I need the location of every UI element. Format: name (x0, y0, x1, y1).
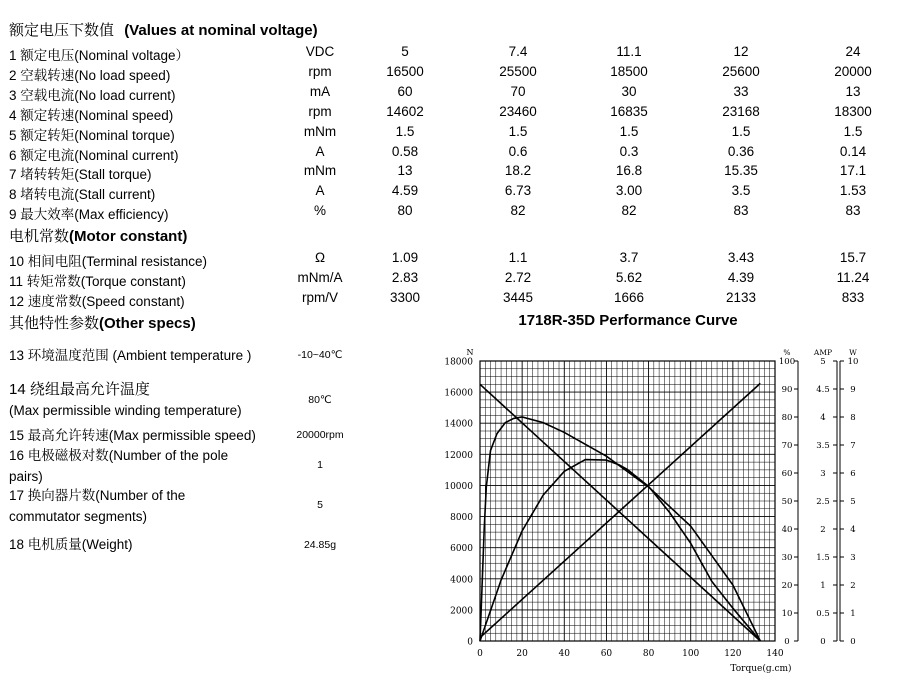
speed-curve (480, 384, 760, 641)
row-label: 4 额定转速(Nominal speed) (9, 107, 174, 123)
spec-pole-pairs-line1: 16 电极磁极对数(Number of the pole (9, 448, 229, 463)
efficiency-axis-label: % (783, 348, 791, 357)
row-value: 1.09 (391, 250, 419, 265)
spec-value-winding-temperature: 80℃ (308, 394, 332, 406)
row-unit: mNm/A (297, 270, 343, 285)
table-row (0, 183, 908, 203)
current-tick-label: 4.5 (816, 385, 830, 396)
section-title-zh: 额定电压下数值 (9, 22, 115, 39)
efficiency-tick-label: 10 (781, 609, 793, 620)
row-value: 25500 (499, 63, 537, 79)
row-value: 1.5 (395, 123, 415, 139)
row-value: 83 (733, 203, 749, 219)
table-row (0, 84, 908, 104)
power-tick-label: 2 (850, 581, 856, 592)
row-value: 1.5 (508, 123, 528, 139)
section-title-en: (Motor constant) (69, 228, 188, 245)
row-value: 83 (845, 203, 861, 219)
row-label: 3 空载电流(No load current) (9, 87, 176, 103)
row-value: 1.5 (619, 123, 639, 139)
row-value: 3.43 (727, 250, 755, 265)
row-label: 12 速度常数(Speed constant) (9, 294, 185, 309)
spec-value-max-speed: 20000rpm (296, 429, 344, 441)
row-value: 13 (397, 163, 413, 179)
power-tick-label: 3 (850, 553, 856, 564)
table-row (0, 290, 908, 310)
y-tick-label-speed: 2000 (450, 606, 473, 617)
power-tick-label: 1 (850, 609, 856, 620)
row-value: 20000 (834, 63, 872, 79)
current-tick-label: 2 (820, 525, 826, 536)
row-value: 12 (733, 44, 749, 59)
y-tick-label-speed: 14000 (444, 419, 473, 430)
y-tick-label-speed: 16000 (444, 388, 473, 399)
current-tick-label: 0 (820, 637, 826, 648)
row-value: 5 (401, 44, 409, 59)
row-label: 7 堵转转矩(Stall torque) (9, 167, 152, 183)
power-tick-label: 9 (850, 385, 856, 396)
section-header-motor-constant (9, 225, 187, 246)
row-label: 2 空载转速(No load speed) (9, 67, 171, 83)
row-value: 2.83 (391, 270, 419, 285)
row-unit: A (315, 183, 325, 199)
table-row (0, 250, 908, 270)
section-title-en: (Other specs) (99, 315, 196, 332)
power-tick-label: 10 (847, 357, 859, 368)
row-unit: rpm/V (301, 290, 338, 305)
row-value: 1.5 (731, 123, 751, 139)
row-value: 25600 (722, 63, 760, 79)
row-label: 8 堵转电流(Stall current) (9, 187, 156, 203)
table-row (0, 104, 908, 124)
row-value: 11.24 (836, 270, 870, 285)
row-value: 2133 (725, 290, 757, 305)
current-tick-label: 1.5 (816, 553, 830, 564)
spec-winding-temperature-en: (Max permissible winding temperature) (9, 403, 242, 418)
row-value: 3.00 (615, 183, 643, 199)
x-tick-label: 60 (600, 649, 613, 659)
efficiency-tick-label: 30 (781, 553, 793, 564)
spec-winding-temperature-zh: 14 绕组最高允许温度 (9, 381, 150, 398)
row-value: 0.3 (619, 143, 639, 159)
table-row (0, 270, 908, 290)
section-title-en: (Values at nominal voltage) (124, 22, 318, 39)
table-row (0, 144, 908, 164)
row-value: 3300 (389, 290, 421, 305)
row-value: 0.58 (391, 143, 419, 159)
table-row (0, 44, 908, 64)
current-tick-label: 0.5 (816, 609, 830, 620)
row-value: 1.53 (839, 183, 867, 199)
row-value: 3445 (502, 290, 534, 305)
row-value: 5.62 (615, 270, 643, 285)
y-tick-label-speed: 4000 (450, 575, 473, 586)
row-value: 0.6 (508, 143, 528, 159)
x-tick-label: 20 (516, 649, 528, 659)
row-value: 70 (510, 83, 526, 99)
row-unit: rpm (308, 103, 332, 119)
table-row (0, 64, 908, 84)
row-value: 4.59 (391, 183, 419, 199)
row-value: 11.1 (616, 44, 642, 59)
efficiency-tick-label: 40 (781, 525, 793, 536)
current-tick-label: 3.5 (816, 441, 830, 452)
row-unit: mNm (303, 123, 337, 139)
row-value: 60 (397, 83, 413, 99)
row-value: 14602 (386, 103, 424, 119)
row-unit: rpm (308, 63, 332, 79)
spec-max-speed: 15 最高允许转速(Max permissible speed) (9, 428, 256, 443)
current-tick-label: 2.5 (816, 497, 830, 508)
x-axis-label: Torque(g.cm) (730, 664, 792, 674)
x-tick-label: 120 (724, 649, 742, 659)
section-title-zh: 电机常数 (9, 228, 70, 245)
table-row (0, 163, 908, 183)
current-tick-label: 4 (820, 413, 826, 424)
y-tick-label-speed: 0 (467, 637, 473, 648)
row-value: 18500 (610, 63, 648, 79)
power-tick-label: 7 (850, 441, 856, 452)
x-tick-label: 140 (766, 649, 784, 659)
spec-weight: 18 电机质量(Weight) (9, 537, 133, 552)
y-tick-label-speed: 8000 (450, 513, 473, 524)
row-value: 15.35 (724, 163, 758, 179)
efficiency-tick-label: 80 (781, 413, 793, 424)
spec-ambient-temperature: 13 环境温度范围 (Ambient temperature ) (9, 348, 252, 363)
current-tick-label: 1 (820, 581, 826, 592)
power-tick-label: 0 (850, 637, 856, 648)
current-tick-label: 3 (820, 469, 826, 480)
row-label: 11 转矩常数(Torque constant) (9, 274, 186, 289)
row-value: 1.5 (843, 123, 863, 139)
row-value: 18.2 (504, 163, 532, 179)
row-unit: Ω (314, 250, 326, 265)
row-value: 4.39 (727, 270, 755, 285)
axis-label-speed: N (466, 348, 474, 357)
section-title-zh: 其他特性参数 (9, 315, 100, 332)
efficiency-tick-label: 0 (784, 637, 790, 648)
spec-value-ambient-temperature: -10~40℃ (297, 349, 343, 361)
row-value: 0.14 (839, 143, 867, 159)
efficiency-tick-label: 90 (781, 385, 793, 396)
spec-value-commutator: 5 (317, 499, 323, 511)
x-tick-label: 0 (477, 649, 483, 659)
row-value: 3.5 (731, 183, 751, 199)
spec-commutator-line2: commutator segments) (9, 509, 148, 524)
row-label: 10 相间电阻(Terminal resistance) (9, 254, 208, 269)
row-value: 23168 (722, 103, 760, 119)
row-value: 23460 (499, 103, 537, 119)
chart-title: 1718R-35D Performance Curve (518, 312, 738, 329)
power-tick-label: 6 (850, 469, 856, 480)
efficiency-tick-label: 60 (781, 469, 793, 480)
row-value: 24 (845, 44, 861, 59)
row-value: 82 (621, 203, 637, 219)
row-value: 13 (845, 83, 861, 99)
efficiency-tick-label: 50 (781, 497, 793, 508)
row-value: 17.1 (839, 163, 867, 179)
spec-commutator-line1: 17 换向器片数(Number of the (9, 488, 186, 503)
current-tick-label: 5 (820, 357, 826, 368)
row-unit: % (313, 203, 326, 219)
x-tick-label: 100 (682, 649, 700, 659)
row-value: 15.7 (839, 250, 867, 265)
spec-value-weight: 24.85g (303, 539, 337, 551)
row-value: 6.73 (504, 183, 532, 199)
row-unit: A (315, 143, 325, 159)
efficiency-tick-label: 20 (781, 581, 793, 592)
y-tick-label-speed: 6000 (450, 544, 473, 555)
y-tick-label-speed: 18000 (444, 357, 473, 368)
row-value: 30 (621, 83, 637, 99)
efficiency-tick-label: 100 (778, 357, 796, 368)
row-value: 16500 (386, 63, 424, 79)
x-tick-label: 40 (558, 649, 571, 659)
row-value: 18300 (834, 103, 872, 119)
section-header-other-specs (9, 312, 196, 333)
power-axis-label: W (849, 348, 857, 357)
row-value: 0.36 (727, 143, 755, 159)
row-unit: VDC (305, 44, 335, 59)
row-value: 16.8 (615, 163, 643, 179)
current-axis-label: AMP (813, 348, 833, 357)
current-curve (480, 383, 760, 637)
row-value: 2.72 (504, 270, 532, 285)
row-value: 16835 (610, 103, 648, 119)
row-value: 833 (841, 290, 865, 305)
row-value: 33 (733, 83, 749, 99)
section-header-nominal (9, 19, 318, 40)
power-tick-label: 5 (850, 497, 856, 508)
power-curve (480, 460, 760, 641)
plot-frame (480, 361, 775, 641)
row-unit: mNm (303, 163, 337, 179)
row-label: 5 额定转矩(Nominal torque) (9, 127, 175, 143)
row-value: 1666 (613, 290, 645, 305)
row-value: 3.7 (619, 250, 639, 265)
y-tick-label-speed: 10000 (444, 481, 473, 492)
power-tick-label: 8 (850, 413, 856, 424)
y-tick-label-speed: 12000 (444, 450, 473, 461)
power-tick-label: 4 (850, 525, 856, 536)
table-row (0, 124, 908, 144)
row-value: 1.1 (508, 250, 528, 265)
spec-value-pole-pairs: 1 (317, 459, 323, 471)
row-unit: mA (309, 83, 331, 99)
row-label: 6 额定电流(Nominal current) (9, 147, 179, 163)
row-label: 9 最大效率(Max efficiency) (9, 207, 169, 223)
row-value: 7.4 (508, 44, 528, 59)
efficiency-tick-label: 70 (781, 441, 793, 452)
spec-pole-pairs-line2: pairs) (9, 469, 43, 484)
row-value: 82 (510, 203, 526, 219)
row-value: 80 (397, 203, 413, 219)
efficiency-curve (480, 417, 760, 641)
table-row (0, 203, 908, 223)
x-tick-label: 80 (642, 649, 655, 659)
row-label: 1 额定电压(Nominal voltage） (9, 48, 190, 63)
